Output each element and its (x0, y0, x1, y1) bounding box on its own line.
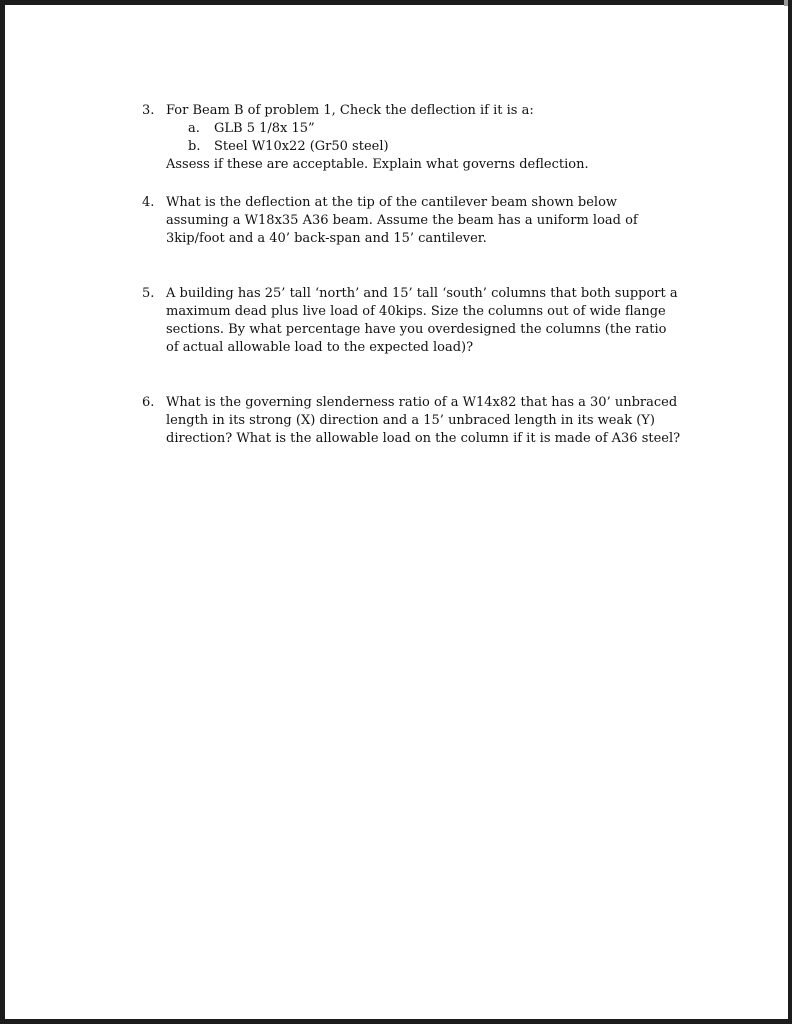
question-text-line: maximum dead plus live load of 40kips. Size the columns out of wide flange (166, 304, 666, 319)
question-number: 3. (142, 103, 155, 118)
sub-item-letter: a. (188, 121, 200, 136)
question-number: 6. (142, 395, 155, 410)
sub-item-text: Steel W10x22 (Gr50 steel) (214, 139, 389, 154)
sub-item-a (166, 120, 702, 138)
question-text-line: A building has 25’ tall ‘north’ and 15’ tall ‘south’ columns that both support a (166, 286, 678, 301)
question-text-line: What is the deflection at the tip of the cantilever beam shown below (166, 195, 618, 210)
question-number: 4. (142, 195, 155, 210)
question-3 (142, 102, 702, 174)
question-text-line: 3kip/foot and a 40’ back-span and 15’ cantilever. (166, 231, 487, 246)
sub-item-list (166, 120, 702, 156)
question-4 (142, 194, 702, 248)
question-text-line: What is the governing slenderness ratio of a W14x82 that has a 30’ unbraced (166, 395, 678, 410)
question-5 (142, 285, 702, 357)
sub-item-text: GLB 5 1/8x 15” (214, 121, 315, 136)
question-text-line: length in its strong (X) direction and a 15’ unbraced length in its weak (Y) (166, 413, 655, 428)
question-followup-text: Assess if these are acceptable. Explain what governs deflection. (166, 157, 589, 172)
question-number: 5. (142, 286, 155, 301)
question-text-line: direction? What is the allowable load on the column if it is made of A36 steel? (166, 431, 681, 446)
sub-item-letter: b. (188, 139, 201, 154)
question-text-line: sections. By what percentage have you overdesigned the columns (the ratio (166, 322, 667, 337)
document-page (5, 5, 788, 1019)
question-list (142, 102, 702, 448)
question-text-line: assuming a W18x35 A36 beam. Assume the beam has a uniform load of (166, 213, 638, 228)
scrollbar-thumb[interactable] (784, 0, 788, 6)
question-text: For Beam B of problem 1, Check the deflection if it is a: (166, 103, 534, 118)
sub-item-b (166, 138, 702, 156)
question-6 (142, 394, 702, 448)
question-text-line: of actual allowable load to the expected load)? (166, 340, 474, 355)
